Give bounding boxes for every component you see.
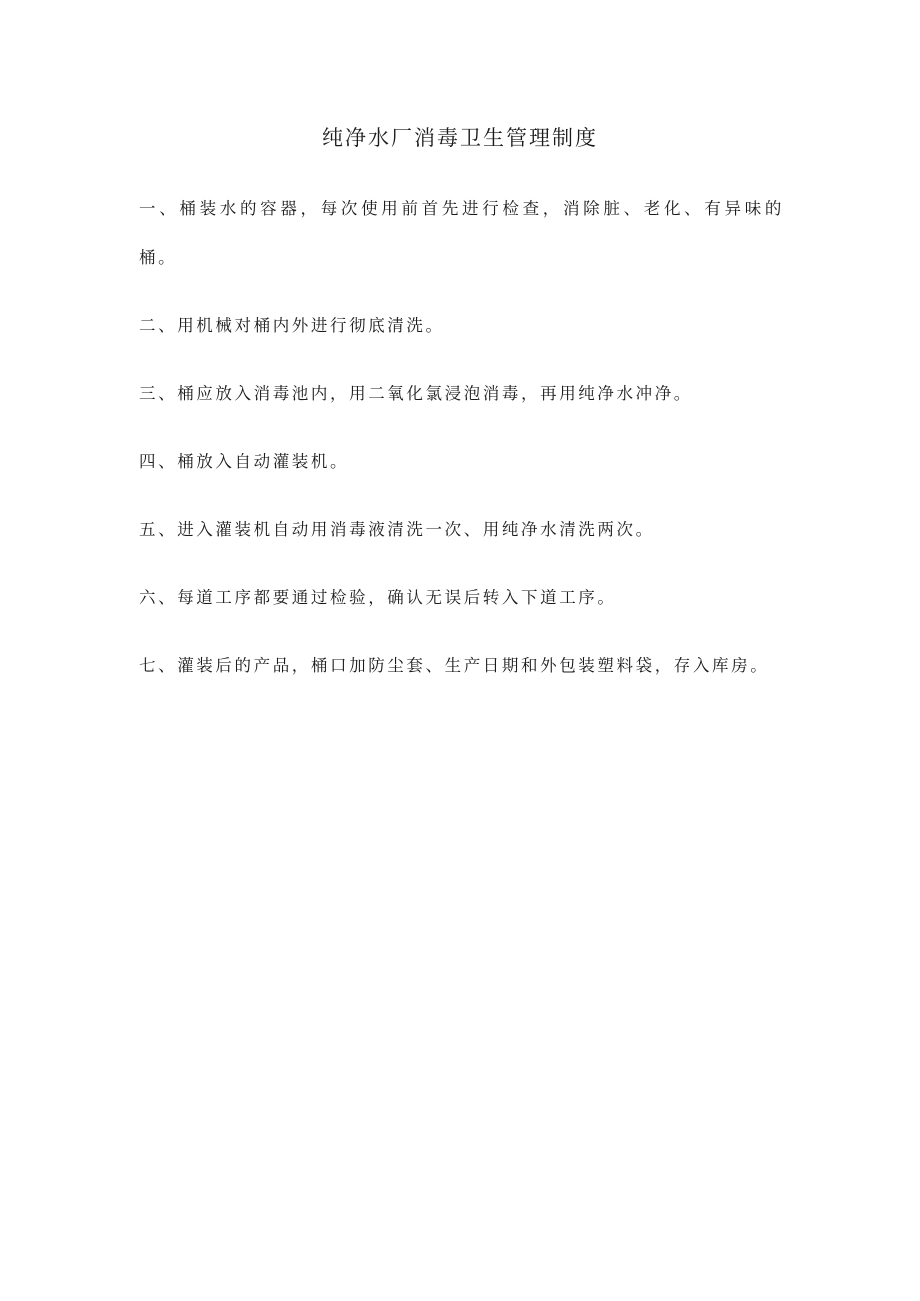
clause-item: 三、桶应放入消毒池内，用二氧化氯浸泡消毒，再用纯净水冲净。 xyxy=(139,384,693,403)
clause-item: 一、桶装水的容器，每次使用前首先进行检查，消除脏、老化、有异味的桶。 xyxy=(139,199,784,267)
clause-item: 五、进入灌装机自动用消毒液清洗一次、用纯净水清洗两次。 xyxy=(139,520,655,539)
clause-item: 六、每道工序都要通过检验，确认无误后转入下道工序。 xyxy=(139,588,617,607)
clause-item: 二、用机械对桶内外进行彻底清洗。 xyxy=(139,316,445,335)
clause-list xyxy=(139,184,784,709)
clause-item: 四、桶放入自动灌装机。 xyxy=(139,452,350,471)
document-title: 纯净水厂消毒卫生管理制度 xyxy=(322,126,598,150)
clause-item: 七、灌装后的产品，桶口加防尘套、生产日期和外包装塑料袋，存入库房。 xyxy=(139,656,770,675)
